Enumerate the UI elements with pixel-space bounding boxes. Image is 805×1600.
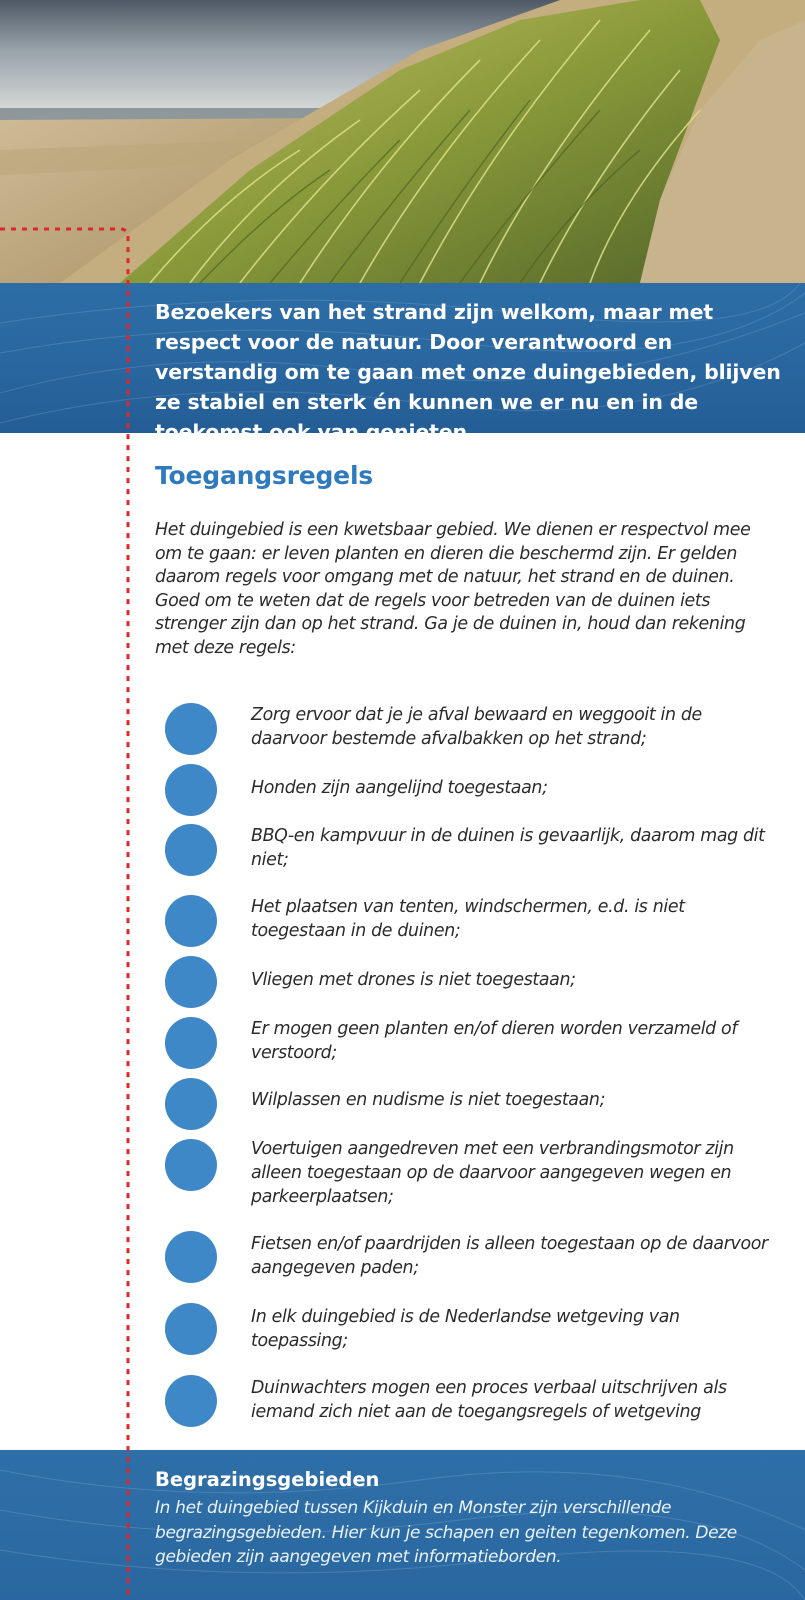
bullet-dot-icon bbox=[165, 1078, 217, 1130]
bullet-dot-icon bbox=[165, 1017, 217, 1069]
dune-grass-illustration bbox=[0, 0, 805, 283]
bullet-dot-icon bbox=[165, 1139, 217, 1191]
rule-item: Het plaatsen van tenten, windschermen, e.d. is niet toegestaan in de duinen; bbox=[251, 897, 685, 941]
bullet-dot-icon bbox=[165, 703, 217, 755]
rule-item: BBQ-en kampvuur in de duinen is gevaarlijk, daarom mag dit niet; bbox=[251, 826, 765, 870]
bullet-dot-icon bbox=[165, 764, 217, 816]
rule-item: Vliegen met drones is niet toegestaan; bbox=[251, 970, 576, 990]
hero-dune-photo bbox=[0, 0, 805, 283]
intro-paragraph: Het duingebied is een kwetsbaar gebied. We dienen er respectvol mee om te gaan: er leven planten en dieren die beschermd zijn. Er gelden daarom regels voor omgang met de natuur, het strand en de duinen. Goed om te weten dat de regels voor betreden van de duinen iets strenger zijn dan op het strand. Ga je de duinen in, houd dan rekening met deze regels: bbox=[155, 520, 751, 658]
footer-title: Begrazingsgebieden bbox=[155, 1468, 380, 1491]
bullet-dot-icon bbox=[165, 956, 217, 1008]
rule-item: In elk duingebied is de Nederlandse wetgeving van toepassing; bbox=[251, 1307, 680, 1351]
bullet-dot-icon bbox=[165, 895, 217, 947]
rule-item: Zorg ervoor dat je je afval bewaard en weggooit in de daarvoor bestemde afvalbakken op het strand; bbox=[251, 705, 702, 749]
bullet-dot-icon bbox=[165, 1231, 217, 1283]
footer-text: In het duingebied tussen Kijkduin en Monster zijn verschillende begrazingsgebieden. Hier kun je schapen en geiten tegenkomen. Deze gebieden zijn aangegeven met informatieborden. bbox=[155, 1498, 737, 1567]
bullet-dot-icon bbox=[165, 1303, 217, 1355]
section-title: Toegangsregels bbox=[155, 461, 373, 490]
rule-item: Duinwachters mogen een proces verbaal uitschrijven als iemand zich niet aan de toegangsregels of wetgeving bbox=[251, 1378, 727, 1422]
intro-banner-text: Bezoekers van het strand zijn welkom, maar met respect voor de natuur. Door verantwoord en verstandig om te gaan met onze duingebieden, blijven ze stabiel en sterk én kunnen we er nu en in de toekomst ook van genieten. bbox=[155, 300, 781, 444]
grazing-footer bbox=[0, 1450, 805, 1600]
rule-item: Wilplassen en nudisme is niet toegestaan; bbox=[251, 1090, 606, 1110]
rule-item: Honden zijn aangelijnd toegestaan; bbox=[251, 778, 548, 798]
bullet-dot-icon bbox=[165, 824, 217, 876]
intro-banner bbox=[0, 283, 805, 444]
bullet-dot-icon bbox=[165, 1375, 217, 1427]
rule-item: Er mogen geen planten en/of dieren worden verzameld of verstoord; bbox=[251, 1019, 738, 1063]
rule-item: Voertuigen aangedreven met een verbrandingsmotor zijn alleen toegestaan op de daarvoor aangegeven wegen en parkeerplaatsen; bbox=[251, 1139, 734, 1207]
rule-item: Fietsen en/of paardrijden is alleen toegestaan op de daarvoor aangegeven paden; bbox=[251, 1234, 768, 1278]
